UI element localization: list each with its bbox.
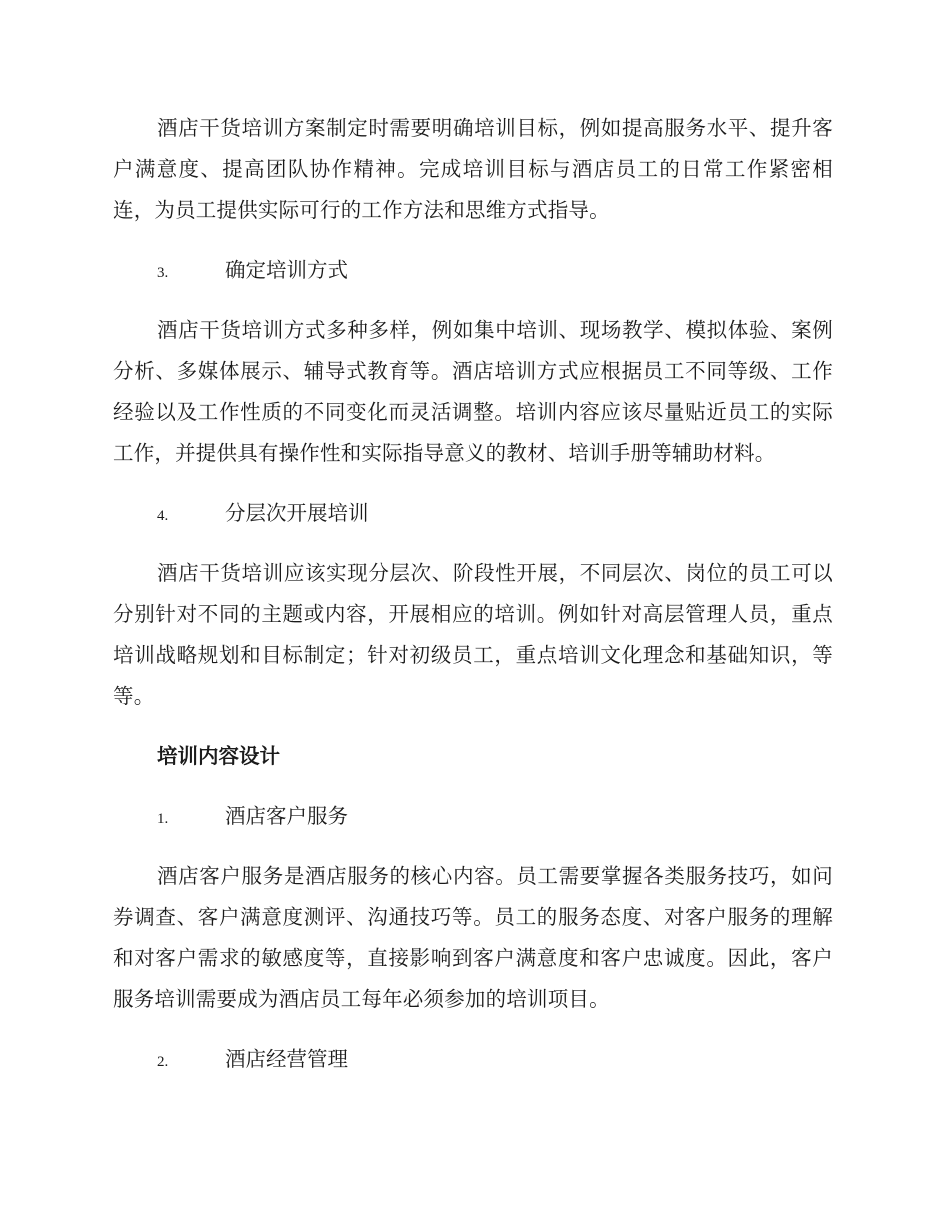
paragraph-training-goals: 酒店干货培训方案制定时需要明确培训目标，例如提高服务水平、提升客户满意度、提高团队协作精神。完成培训目标与酒店员工的日常工作紧密相连，为员工提供实际可行的工作方法和思维方式指导。 — [113, 116, 833, 222]
document-page — [113, 108, 833, 1080]
list-number: 3. — [157, 265, 169, 281]
list-number: 4. — [157, 508, 169, 524]
list-item-2 — [113, 1039, 833, 1080]
paragraph-customer-service: 酒店客户服务是酒店服务的核心内容。员工需要掌握各类服务技巧，如问券调查、客户满意度测评、沟通技巧等。员工的服务态度、对客户服务的理解和对客户需求的敏感度等，直接影响到客户满意度和客户忠诚度。因此，客户服务培训需要成为酒店员工每年必须参加的培训项目。 — [113, 864, 833, 1011]
paragraph-tiered-training: 酒店干货培训应该实现分层次、阶段性开展，不同层次、岗位的员工可以分别针对不同的主题或内容，开展相应的培训。例如针对高层管理人员，重点培训战略规划和目标制定；针对初级员工，重点培训文化理念和基础知识，等等。 — [113, 561, 833, 708]
list-label: 酒店客户服务 — [225, 804, 348, 828]
list-item-4 — [113, 493, 833, 534]
list-item-3 — [113, 250, 833, 291]
list-item-1 — [113, 796, 833, 837]
list-number: 1. — [157, 811, 169, 827]
section-heading: 培训内容设计 — [157, 744, 280, 768]
paragraph-training-methods: 酒店干货培训方式多种多样，例如集中培训、现场教学、模拟体验、案例分析、多媒体展示、辅导式教育等。酒店培训方式应根据员工不同等级、工作经验以及工作性质的不同变化而灵活调整。培训内容应该尽量贴近员工的实际工作，并提供具有操作性和实际指导意义的教材、培训手册等辅助材料。 — [113, 318, 833, 465]
list-label: 分层次开展培训 — [225, 501, 369, 525]
list-label: 确定培训方式 — [225, 258, 348, 282]
list-label: 酒店经营管理 — [225, 1047, 348, 1071]
list-number: 2. — [157, 1054, 169, 1070]
